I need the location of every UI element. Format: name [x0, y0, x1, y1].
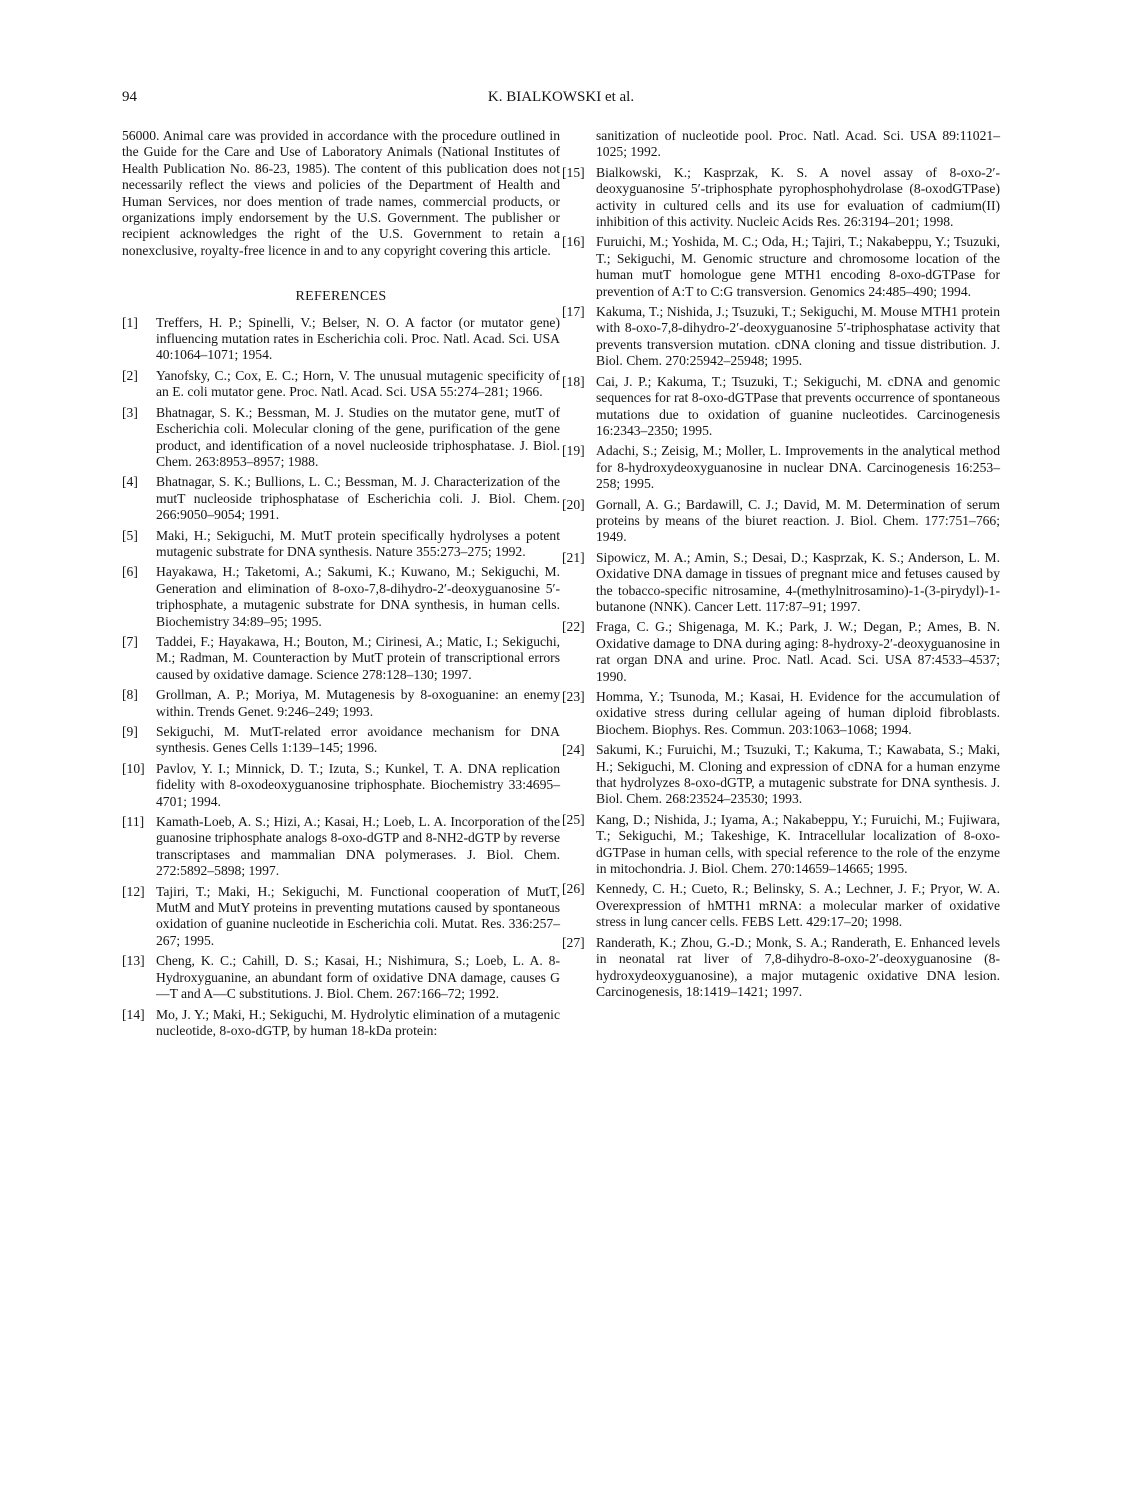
reference-text: Randerath, K.; Zhou, G.-D.; Monk, S. A.; Randerath, E. Enhanced levels in neonatal rat liver of 7,8-dihydro-8-oxo-2′-deoxyguanosine (8-hydroxydeoxyguanosine), a major mutagenic oxidative DNA lesion. Carcinogenesis, 18:1419–1421; 1997.	[596, 934, 1000, 999]
reference-number: [27]	[562, 934, 585, 950]
reference-number: [3]	[122, 404, 138, 420]
reference-text: Kang, D.; Nishida, J.; Iyama, A.; Nakabeppu, Y.; Furuichi, M.; Fujiwara, T.; Sekiguchi, M.; Takeshige, K. Intracellular localization of 8-oxo-dGTPase in human cells, with special reference to the role of the enzyme in mitochondria. J. Biol. Chem. 270:14659–14665; 1995.	[596, 811, 1000, 877]
reference-number: [16]	[562, 234, 585, 250]
left-column	[122, 128, 560, 1043]
page-number: 94	[122, 89, 137, 105]
reference-item	[122, 528, 560, 561]
reference-text: Sakumi, K.; Furuichi, M.; Tsuzuki, T.; Kakuma, T.; Kawabata, S.; Maki, H.; Sekiguchi, M. Cloning and expression of cDNA for a human enzyme that hydrolyzes 8-oxo-dGTP, a mutagenic substrate for DNA synthesis. J. Biol. Chem. 268:23524–23530; 1993.	[596, 742, 1000, 807]
reference-text: Kamath-Loeb, A. S.; Hizi, A.; Kasai, H.; Loeb, L. A. Incorporation of the guanosine triphosphate analogs 8-oxo-dGTP and 8-NH2-dGTP by reverse transcriptases and mammalian DNA polymerases. J. Biol. Chem. 272:5892–5898; 1997.	[156, 814, 560, 879]
reference-text: Treffers, H. P.; Spinelli, V.; Belser, N. O. A factor (or mutator gene) influencing mutation rates in Escherichia coli. Proc. Natl. Acad. Sci. USA 40:1064–1071; 1954.	[156, 314, 560, 363]
reference-number: [22]	[562, 619, 585, 635]
reference-item	[562, 935, 1000, 1001]
reference-number: [4]	[122, 474, 138, 490]
body-paragraph: 56000. Animal care was provided in accordance with the procedure outlined in the Guide for the Care and Use of Laboratory Animals (National Institutes of Health Publication No. 86-23, 1985). The content of this publication does not necessarily reflect the views and policies of the Department of Health and Human Services, nor does mention of trade names, commercial products, or organizations imply endorsement by the U.S. Government. The publisher or recipient acknowledges the right of the U.S. Government to retain a nonexclusive, royalty-free licence in and to any copyright covering this article.	[122, 128, 560, 258]
reference-text: Gornall, A. G.; Bardawill, C. J.; David, M. M. Determination of serum proteins by means of the biuret reaction. J. Biol. Chem. 177:751–766; 1949.	[596, 496, 1000, 545]
reference-item	[122, 315, 560, 364]
reference-text: Bialkowski, K.; Kasprzak, K. S. A novel assay of 8-oxo-2′-deoxyguanosine 5′-triphosphate pyrophosphohydrolase (8-oxodGTPase) activity in cultured cells and its use for evaluation of cadmium(II) inhibition of this activity. Nucleic Acids Res. 26:3194–201; 1998.	[596, 164, 1000, 230]
reference-text: Bhatnagar, S. K.; Bessman, M. J. Studies on the mutator gene, mutT of Escherichia coli. Molecular cloning of the gene, purification of the gene product, and identification of a novel nucleoside triphosphatase. J. Biol. Chem. 263:8953–8957; 1988.	[156, 404, 560, 469]
reference-number: [2]	[122, 367, 138, 383]
reference-text: Grollman, A. P.; Moriya, M. Mutagenesis by 8-oxoguanine: an enemy within. Trends Genet. 9:246–249; 1993.	[156, 687, 560, 719]
reference-text: Hayakawa, H.; Taketomi, A.; Sakumi, K.; Kuwano, M.; Sekiguchi, M. Generation and elimination of 8-oxo-7,8-dihydro-2′-deoxyguanosine 5′-triphosphate, a mutagenic substrate for DNA synthesis, in human cells. Biochemistry 34:89–95; 1995.	[156, 564, 560, 629]
reference-text: Adachi, S.; Zeisig, M.; Moller, L. Improvements in the analytical method for 8-hydroxydeoxyguanosine in nuclear DNA. Carcinogenesis 16:253–258; 1995.	[596, 443, 1000, 492]
reference-number: [7]	[122, 633, 138, 649]
reference-number: [24]	[562, 742, 585, 758]
reference-text: sanitization of nucleotide pool. Proc. Natl. Acad. Sci. USA 89:11021–1025; 1992.	[596, 128, 1000, 160]
reference-number: [13]	[122, 953, 145, 969]
reference-item	[122, 953, 560, 1002]
references-heading: REFERENCES	[295, 289, 387, 305]
reference-item	[562, 128, 1000, 161]
reference-number: [14]	[122, 1006, 145, 1022]
reference-item	[122, 405, 560, 471]
reference-text: Kennedy, C. H.; Cueto, R.; Belinsky, S. A.; Lechner, J. F.; Pryor, W. A. Overexpression of hMTH1 mRNA: a molecular marker of oxidative stress in lung cancer cells. FEBS Lett. 429:17–20; 1998.	[596, 881, 1000, 930]
reference-item	[562, 619, 1000, 685]
reference-number: [6]	[122, 564, 138, 580]
reference-item	[122, 368, 560, 401]
reference-number: [19]	[562, 443, 585, 459]
reference-text: Taddei, F.; Hayakawa, H.; Bouton, M.; Cirinesi, A.; Matic, I.; Sekiguchi, M.; Radman, M. Counteraction by MutT protein of transcriptional errors caused by oxidative damage. Science 278:128–130; 1997.	[156, 633, 560, 682]
reference-text: Sipowicz, M. A.; Amin, S.; Desai, D.; Kasprzak, K. S.; Anderson, L. M. Oxidative DNA damage in tissues of pregnant mice and fetuses caused by the tobacco-specific nitrosamine, 4-(methylnitrosamino)-1-(3-pirydyl)-1-butanone (NNK). Cancer Lett. 117:87–91; 1997.	[596, 549, 1000, 614]
reference-number: [20]	[562, 496, 585, 512]
reference-item	[122, 884, 560, 950]
reference-text: Cai, J. P.; Kakuma, T.; Tsuzuki, T.; Sekiguchi, M. cDNA and genomic sequences for rat 8-oxo-dGTPase that prevents occurrence of spontaneous mutations due to oxidation of guanine nucleotides. Carcinogenesis 16:2343–2350; 1995.	[596, 373, 1000, 438]
reference-item	[562, 550, 1000, 616]
reference-text: Furuichi, M.; Yoshida, M. C.; Oda, H.; Tajiri, T.; Nakabeppu, Y.; Tsuzuki, T.; Sekiguchi, M. Genomic structure and chromosome location of the human mutT homologue gene MTH1 encoding 8-oxo-dGTPase for prevention of A:T to C:G transversion. Genomics 24:485–490; 1994.	[596, 234, 1000, 299]
reference-text: Fraga, C. G.; Shigenaga, M. K.; Park, J. W.; Degan, P.; Ames, B. N. Oxidative damage to DNA during aging: 8-hydroxy-2′-deoxyguanosine in rat organ DNA and urine. Proc. Natl. Acad. Sci. USA 87:4533–4537; 1990.	[596, 619, 1000, 684]
reference-text: Sekiguchi, M. MutT-related error avoidance mechanism for DNA synthesis. Genes Cells 1:139–145; 1996.	[156, 724, 560, 756]
reference-item	[562, 374, 1000, 440]
reference-item	[122, 687, 560, 720]
reference-item	[122, 1007, 560, 1040]
reference-text: Maki, H.; Sekiguchi, M. MutT protein specifically hydrolyses a potent mutagenic substrate for DNA synthesis. Nature 355:273–275; 1992.	[156, 527, 560, 559]
reference-text: Kakuma, T.; Nishida, J.; Tsuzuki, T.; Sekiguchi, M. Mouse MTH1 protein with 8-oxo-7,8-dihydro-2′-deoxyguanosine 5′-triphosphatase activity that prevents transversion mutation. cDNA cloning and tissue distribution. J. Biol. Chem. 270:25942–25948; 1995.	[596, 304, 1000, 369]
reference-item	[562, 165, 1000, 231]
reference-item	[122, 814, 560, 880]
reference-text: Mo, J. Y.; Maki, H.; Sekiguchi, M. Hydrolytic elimination of a mutagenic nucleotide, 8-oxo-dGTP, by human 18-kDa protein:	[156, 1006, 560, 1038]
reference-item	[562, 234, 1000, 300]
reference-item	[562, 881, 1000, 930]
reference-text: Pavlov, Y. I.; Minnick, D. T.; Izuta, S.; Kunkel, T. A. DNA replication fidelity with 8-oxodeoxyguanosine triphosphate. Biochemistry 33:4695–4701; 1994.	[156, 760, 560, 809]
right-column	[562, 128, 1000, 1004]
reference-text: Tajiri, T.; Maki, H.; Sekiguchi, M. Functional cooperation of MutT, MutM and MutY proteins in preventing mutations caused by spontaneous oxidation of guanine nucleotide in Escherichia coli. Mutat. Res. 336:257–267; 1995.	[156, 883, 560, 948]
reference-number: [21]	[562, 549, 585, 565]
reference-number: [18]	[562, 373, 585, 389]
reference-item	[562, 304, 1000, 370]
reference-text: Bhatnagar, S. K.; Bullions, L. C.; Bessman, M. J. Characterization of the mutT nucleoside triphosphatase of Escherichia coli. J. Biol. Chem. 266:9050–9054; 1991.	[156, 474, 560, 523]
reference-number: [11]	[122, 814, 145, 830]
reference-item	[122, 724, 560, 757]
reference-item	[122, 634, 560, 683]
reference-number: [8]	[122, 687, 138, 703]
reference-text: Cheng, K. C.; Cahill, D. S.; Kasai, H.; Nishimura, S.; Loeb, L. A. 8-Hydroxyguanine, an abundant form of oxidative DNA damage, causes G—T and A—C substitutions. J. Biol. Chem. 267:166–72; 1992.	[156, 953, 560, 1002]
reference-item	[562, 443, 1000, 492]
reference-number: [10]	[122, 760, 145, 776]
reference-item	[122, 564, 560, 630]
reference-number: [15]	[562, 164, 585, 180]
reference-number: [23]	[562, 689, 585, 704]
reference-number: [9]	[122, 724, 138, 739]
reference-number: [26]	[562, 881, 585, 897]
reference-text: Yanofsky, C.; Cox, E. C.; Horn, V. The unusual mutagenic specificity of an E. coli mutator gene. Proc. Natl. Acad. Sci. USA 55:274–281; 1966.	[156, 367, 560, 400]
reference-number: [12]	[122, 883, 145, 899]
reference-text: Homma, Y.; Tsunoda, M.; Kasai, H. Evidence for the accumulation of oxidative stress during cellular ageing of human diploid fibroblasts. Biochem. Biophys. Res. Commun. 203:1063–1068; 1994.	[596, 689, 1000, 737]
references-list-right	[562, 128, 1000, 1000]
reference-item	[122, 474, 560, 523]
reference-number: [5]	[122, 527, 138, 543]
reference-number: [1]	[122, 314, 138, 330]
reference-number: [25]	[562, 811, 585, 827]
reference-item	[562, 497, 1000, 546]
running-head: K. BIALKOWSKI et al.	[487, 89, 635, 105]
reference-item	[562, 742, 1000, 808]
reference-item	[562, 812, 1000, 878]
reference-item	[562, 689, 1000, 738]
references-list-left	[122, 315, 560, 1040]
page-header	[122, 86, 1000, 108]
reference-item	[122, 761, 560, 810]
reference-number: [17]	[562, 304, 585, 320]
